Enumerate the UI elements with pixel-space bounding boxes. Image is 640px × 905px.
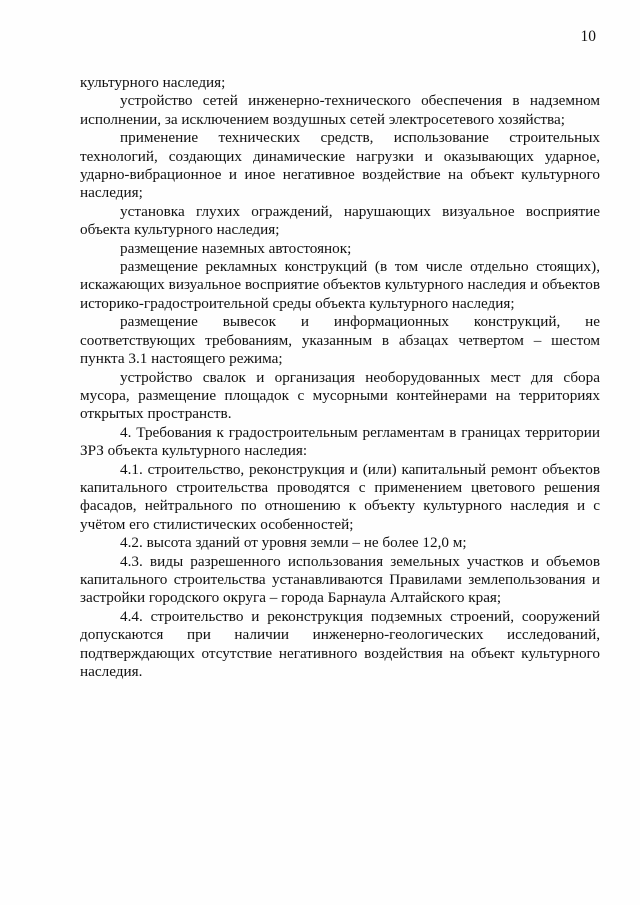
section-heading-paragraph: 4. Требования к градостроительным регламентам в границах территории ЗРЗ объекта культурного наследия: xyxy=(80,423,600,460)
paragraph: применение технических средств, использование строительных технологий, создающих динамические нагрузки и оказывающих ударное, ударно-вибрационное и иное негативное воздействие на объект культурного наследия; xyxy=(80,129,600,202)
paragraph: 4.3. виды разрешенного использования земельных участков и объемов капитального строительства устанавливаются Правилами землепользования и застройки городского округа – города Барнаула Алтайского края; xyxy=(80,552,600,607)
paragraph: культурного наследия; xyxy=(80,74,226,91)
paragraph: размещение рекламных конструкций (в том числе отдельно стоящих), искажающих визуальное восприятие объектов культурного наследия и объектов историко-градостроительной среды объекта культурного наследия; xyxy=(80,258,600,312)
paragraph: размещение вывесок и информационных конструкций, не соответствующих требованиям, указанным в абзацах четвертом – шестом пункта 3.1 настоящего режима; xyxy=(80,313,600,368)
paragraph: устройство сетей инженерно-технического обеспечения в надземном исполнении, за исключением воздушных сетей электросетевого хозяйства; xyxy=(80,92,600,128)
paragraph: размещение наземных автостоянок; xyxy=(120,239,352,257)
paragraph: 4.2. высота зданий от уровня земли – не более 12,0 м; xyxy=(120,534,467,552)
paragraph: 4.1. строительство, реконструкция и (или) капитальный ремонт объектов капитального строительства проводятся с применением цветового решения фасадов, нейтрального по отношению к объекту культурного наследия и с учётом его стилистических особенностей; xyxy=(80,460,600,533)
paragraph: 4.4. строительство и реконструкция подземных строений, сооружений допускаются при наличии инженерно-геологических исследований, подтверждающих отсутствие негативного воздействия на объект культурного наследия. xyxy=(80,607,600,680)
paragraph: устройство свалок и организация необорудованных мест для сбора мусора, размещение площадок с мусорными контейнерами на территориях открытых пространств. xyxy=(80,368,600,423)
paragraph: установка глухих ограждений, нарушающих визуальное восприятие объекта культурного наследия; xyxy=(80,202,600,239)
body-text xyxy=(80,74,600,681)
page-number: 10 xyxy=(580,28,596,45)
